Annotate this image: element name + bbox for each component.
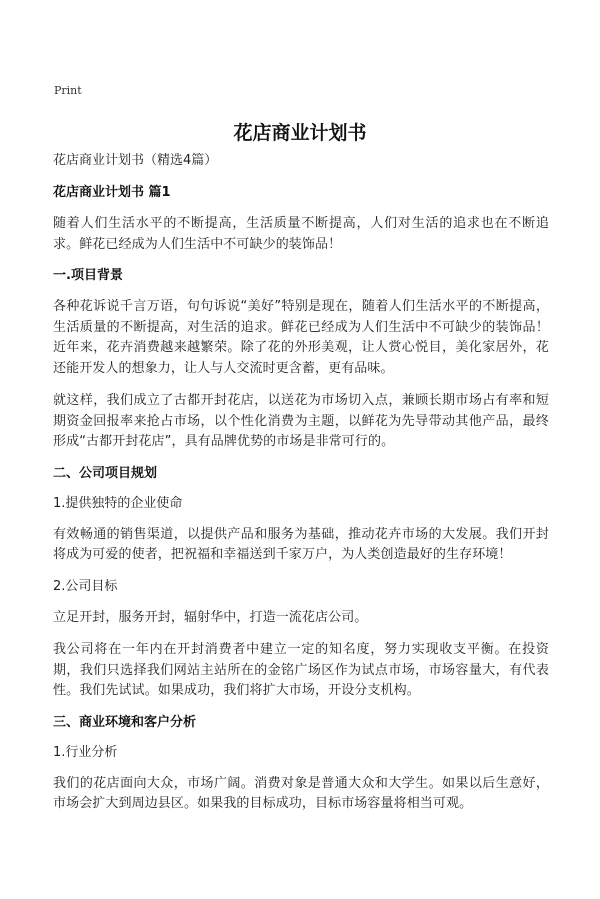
section-heading-background: 一.项目背景 — [53, 268, 123, 283]
print-label: Print — [54, 84, 82, 97]
section-heading-environment: 三、商业环境和客户分析 — [53, 714, 197, 730]
background-paragraph-1: 各种花诉说千言万语，句句诉说“美好”特别是现在，随着人们生活水平的不断提高，生活质量的不断提高，对生活的追求。鲜花已经成为人们生活中不可缺少的装饰品！近年来，花卉消费越来越繁荣。除了花的外形美观，让人赏心悦目，美化家居外，花还能开发人的想象力，让人与人交流时更含蓄，更有品味。 — [53, 299, 549, 376]
subheading-mission: 1.提供独特的企业使命 — [53, 495, 183, 511]
subheading-industry: 1.行业分析 — [53, 744, 118, 760]
section-heading-planning: 二、公司项目规划 — [53, 465, 158, 481]
document-subtitle: 花店商业计划书（精选4篇） — [53, 153, 218, 168]
background-paragraph-2: 就这样，我们成立了古都开封花店，以送花为市场切入点，兼顾长期市场占有率和短期资金回报率来抢占市场，以个性化消费为主题，以鲜花为先导带动其他产品，最终形成“古都开封花店”，具有品牌优势的市场是非常可行的。 — [53, 393, 549, 449]
goals-paragraph-1: 立足开封，服务开封，辐射华中，打造一流花店公司。 — [53, 609, 368, 625]
mission-paragraph: 有效畅通的销售渠道，以提供产品和服务为基础，推动花卉市场的大发展。我们开封将成为可爱的使者，把祝福和幸福送到千家万户，为人类创造最好的生存环境！ — [53, 526, 549, 562]
intro-paragraph: 随着人们生活水平的不断提高，生活质量不断提高，人们对生活的追求也在不断追求。鲜花已经成为人们生活中不可缺少的装饰品！ — [53, 216, 549, 252]
goals-paragraph-2: 我公司将在一年内在开封消费者中建立一定的知名度，努力实现收支平衡。在投资期，我们只选择我们网站主站所在的金铭广场区作为试点市场，市场容量大，有代表性。我们先试试。如果成功，我们将扩大市场，开设分支机构。 — [53, 642, 549, 698]
document-body — [53, 152, 549, 827]
article-heading: 花店商业计划书 篇1 — [53, 185, 171, 200]
industry-paragraph: 我们的花店面向大众，市场广阔。消费对象是普通大众和大学生。如果以后生意好，市场会扩大到周边县区。如果我的目标成功，目标市场容量将相当可观。 — [53, 775, 549, 811]
subheading-goals: 2.公司目标 — [53, 578, 118, 594]
page-title: 花店商业计划书 — [233, 122, 367, 144]
